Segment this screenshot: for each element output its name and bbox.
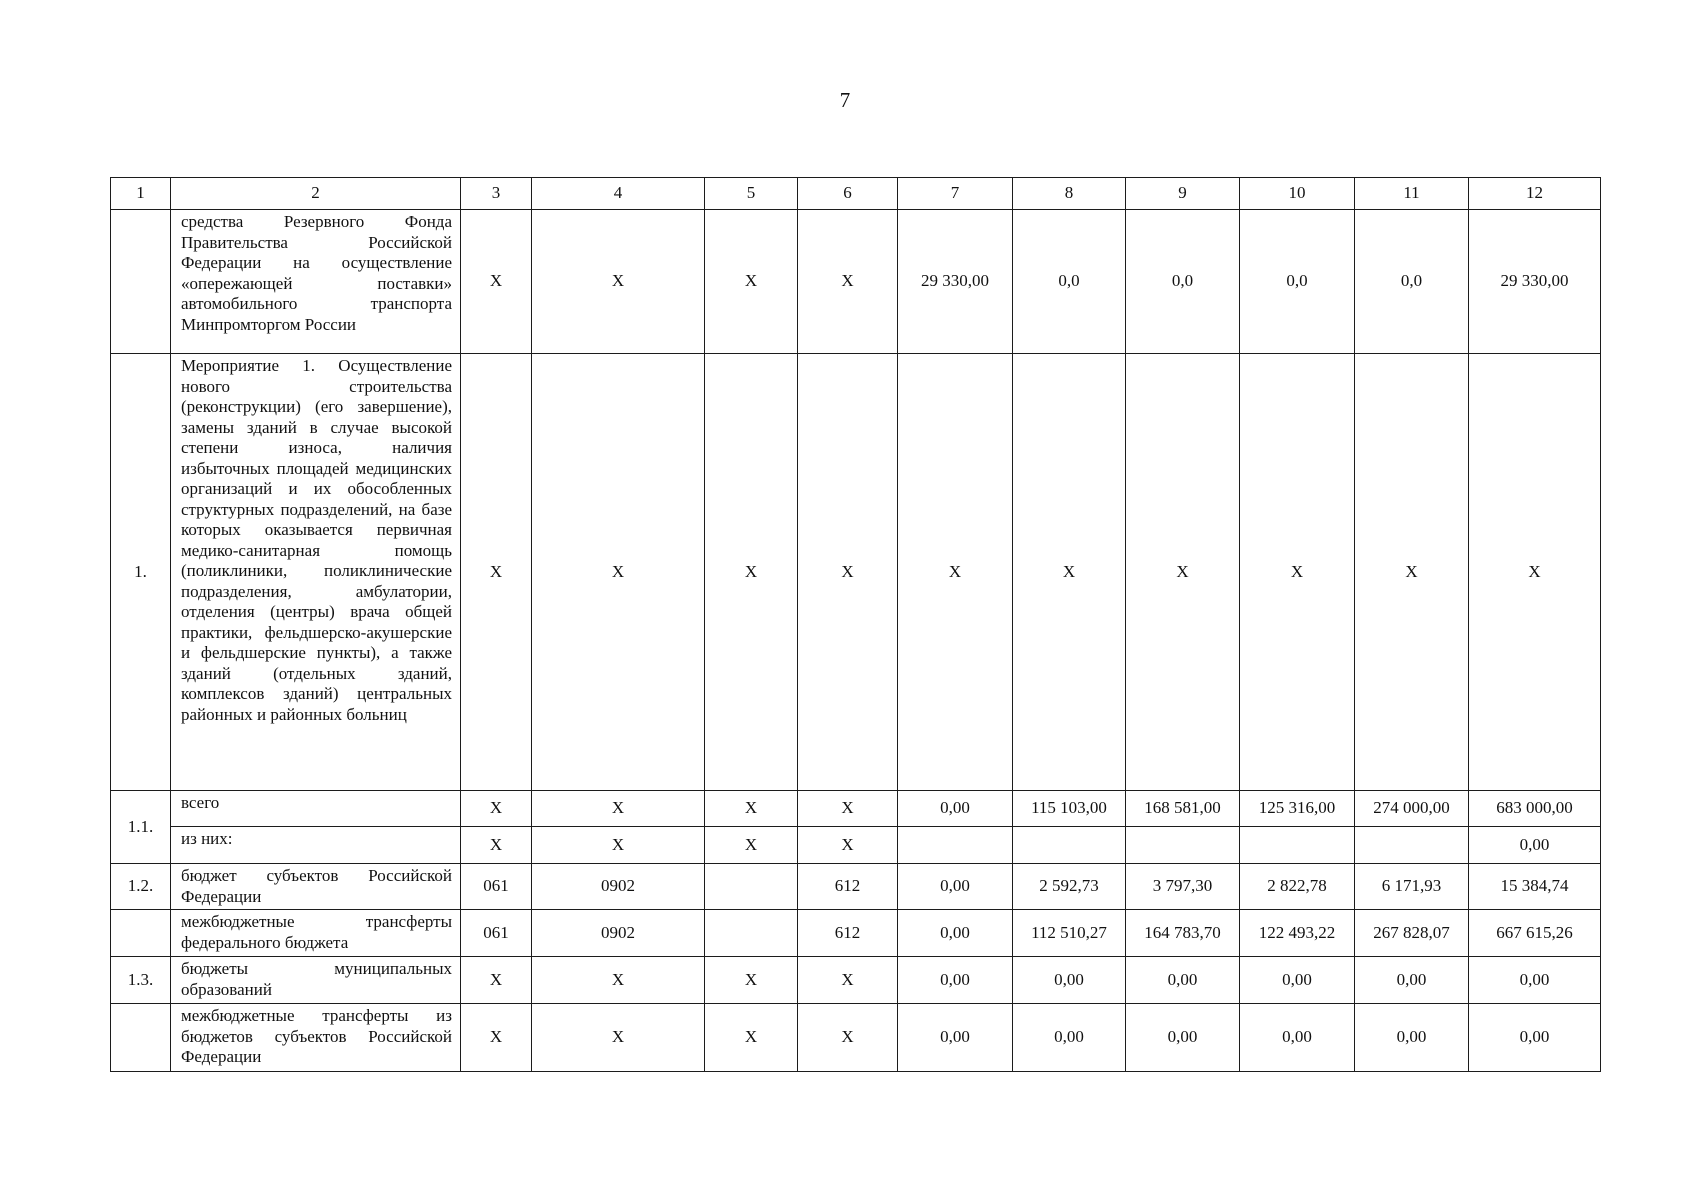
cell-col9: Х	[1126, 354, 1240, 791]
cell-col10: 122 493,22	[1240, 910, 1355, 957]
cell-col7: 0,00	[898, 1004, 1013, 1072]
table-row	[111, 791, 1601, 827]
cell-col10: 0,00	[1240, 957, 1355, 1004]
cell-col3: Х	[461, 354, 532, 791]
header-cell: 2	[171, 178, 461, 210]
cell-col12: 15 384,74	[1469, 864, 1601, 910]
table-row	[111, 864, 1601, 910]
cell-col7: 0,00	[898, 910, 1013, 957]
cell-col3: 061	[461, 910, 532, 957]
row-number: 1.3.	[111, 957, 171, 1004]
cell-col4: Х	[532, 1004, 705, 1072]
header-cell: 1	[111, 178, 171, 210]
cell-col11: 0,00	[1355, 957, 1469, 1004]
cell-col6: Х	[798, 354, 898, 791]
cell-col8: 0,00	[1013, 957, 1126, 1004]
cell-col8	[1013, 827, 1126, 864]
cell-col10: 0,0	[1240, 210, 1355, 354]
cell-col7: 0,00	[898, 957, 1013, 1004]
cell-col4: Х	[532, 957, 705, 1004]
row-description: Мероприятие 1. Осуществление нового строительства (реконструкции) (его завершение), замены зданий в случае высокой степени износа, наличия избыточных площадей медицинских организаций и их обособленных структурных подразделений, на базе которых оказывается первичная медико-санитарная помощь (поликлиники, поликлинические подразделения, амбулатории, отделения (центры) врача общей практики, фельдшерско-акушерские и фельдшерские пункты), а также зданий (отдельных зданий, комплексов зданий) центральных районных и районных больниц	[171, 354, 461, 791]
cell-col9: 0,00	[1126, 957, 1240, 1004]
cell-col12: 29 330,00	[1469, 210, 1601, 354]
cell-col8: 115 103,00	[1013, 791, 1126, 827]
cell-col11	[1355, 827, 1469, 864]
row-description: межбюджетные трансферты федерального бюджета	[171, 910, 461, 957]
cell-col3: Х	[461, 1004, 532, 1072]
header-cell: 5	[705, 178, 798, 210]
cell-col9: 0,0	[1126, 210, 1240, 354]
cell-col12: 0,00	[1469, 827, 1601, 864]
cell-col12: 667 615,26	[1469, 910, 1601, 957]
header-cell: 11	[1355, 178, 1469, 210]
header-cell: 10	[1240, 178, 1355, 210]
row-number: 1.1.	[111, 791, 171, 864]
cell-col11: 0,00	[1355, 1004, 1469, 1072]
cell-col12: 683 000,00	[1469, 791, 1601, 827]
table-row	[111, 827, 1601, 864]
row-description: всего	[171, 791, 461, 827]
cell-col3: Х	[461, 791, 532, 827]
cell-col6: Х	[798, 827, 898, 864]
table-row	[111, 957, 1601, 1004]
cell-col6: Х	[798, 957, 898, 1004]
cell-col6: Х	[798, 791, 898, 827]
cell-col8: 0,00	[1013, 1004, 1126, 1072]
cell-col6: 612	[798, 864, 898, 910]
cell-col3: Х	[461, 827, 532, 864]
header-cell: 8	[1013, 178, 1126, 210]
cell-col7: 29 330,00	[898, 210, 1013, 354]
cell-col11: 0,0	[1355, 210, 1469, 354]
row-number	[111, 1004, 171, 1072]
cell-col11: 267 828,07	[1355, 910, 1469, 957]
cell-col4: Х	[532, 827, 705, 864]
table-row	[111, 910, 1601, 957]
page-number: 7	[839, 88, 851, 112]
cell-col5	[705, 910, 798, 957]
header-cell: 9	[1126, 178, 1240, 210]
cell-col11: 6 171,93	[1355, 864, 1469, 910]
table-row	[111, 210, 1601, 354]
cell-col9: 3 797,30	[1126, 864, 1240, 910]
cell-col5: Х	[705, 957, 798, 1004]
header-cell: 6	[798, 178, 898, 210]
cell-col10: Х	[1240, 354, 1355, 791]
cell-col9: 168 581,00	[1126, 791, 1240, 827]
cell-col8: 0,0	[1013, 210, 1126, 354]
cell-col6: Х	[798, 1004, 898, 1072]
cell-col5: Х	[705, 354, 798, 791]
cell-col12: 0,00	[1469, 1004, 1601, 1072]
cell-col9: 0,00	[1126, 1004, 1240, 1072]
cell-col7: 0,00	[898, 791, 1013, 827]
cell-col7: 0,00	[898, 864, 1013, 910]
cell-col6: Х	[798, 210, 898, 354]
budget-table	[110, 177, 1601, 1072]
cell-col4: 0902	[532, 910, 705, 957]
header-cell: 7	[898, 178, 1013, 210]
cell-col5: Х	[705, 210, 798, 354]
row-description: средства Резервного Фонда Правительства Российской Федерации на осуществление «опережающей поставки» автомобильного транспорта Минпромторгом России	[171, 210, 461, 354]
cell-col4: Х	[532, 354, 705, 791]
header-cell: 12	[1469, 178, 1601, 210]
row-description: из них:	[171, 827, 461, 864]
cell-col3: Х	[461, 957, 532, 1004]
header-cell: 4	[532, 178, 705, 210]
row-number	[111, 210, 171, 354]
table-row	[111, 1004, 1601, 1072]
cell-col11: 274 000,00	[1355, 791, 1469, 827]
cell-col8: 2 592,73	[1013, 864, 1126, 910]
row-description: бюджет субъектов Российской Федерации	[171, 864, 461, 910]
header-cell: 3	[461, 178, 532, 210]
cell-col10: 125 316,00	[1240, 791, 1355, 827]
cell-col5: Х	[705, 827, 798, 864]
row-number	[111, 910, 171, 957]
header-row	[111, 178, 1601, 210]
cell-col8: 112 510,27	[1013, 910, 1126, 957]
cell-col5: Х	[705, 791, 798, 827]
cell-col7: Х	[898, 354, 1013, 791]
cell-col5: Х	[705, 1004, 798, 1072]
row-number: 1.2.	[111, 864, 171, 910]
cell-col12: Х	[1469, 354, 1601, 791]
cell-col4: 0902	[532, 864, 705, 910]
cell-col4: Х	[532, 210, 705, 354]
cell-col4: Х	[532, 791, 705, 827]
cell-col10: 2 822,78	[1240, 864, 1355, 910]
cell-col6: 612	[798, 910, 898, 957]
cell-col11: Х	[1355, 354, 1469, 791]
cell-col7	[898, 827, 1013, 864]
cell-col10	[1240, 827, 1355, 864]
cell-col3: Х	[461, 210, 532, 354]
cell-col10: 0,00	[1240, 1004, 1355, 1072]
cell-col9: 164 783,70	[1126, 910, 1240, 957]
table-row	[111, 354, 1601, 791]
row-number: 1.	[111, 354, 171, 791]
cell-col3: 061	[461, 864, 532, 910]
cell-col8: Х	[1013, 354, 1126, 791]
row-description: бюджеты муниципальных образований	[171, 957, 461, 1004]
cell-col5	[705, 864, 798, 910]
row-description: межбюджетные трансферты из бюджетов субъектов Российской Федерации	[171, 1004, 461, 1072]
cell-col12: 0,00	[1469, 957, 1601, 1004]
cell-col9	[1126, 827, 1240, 864]
